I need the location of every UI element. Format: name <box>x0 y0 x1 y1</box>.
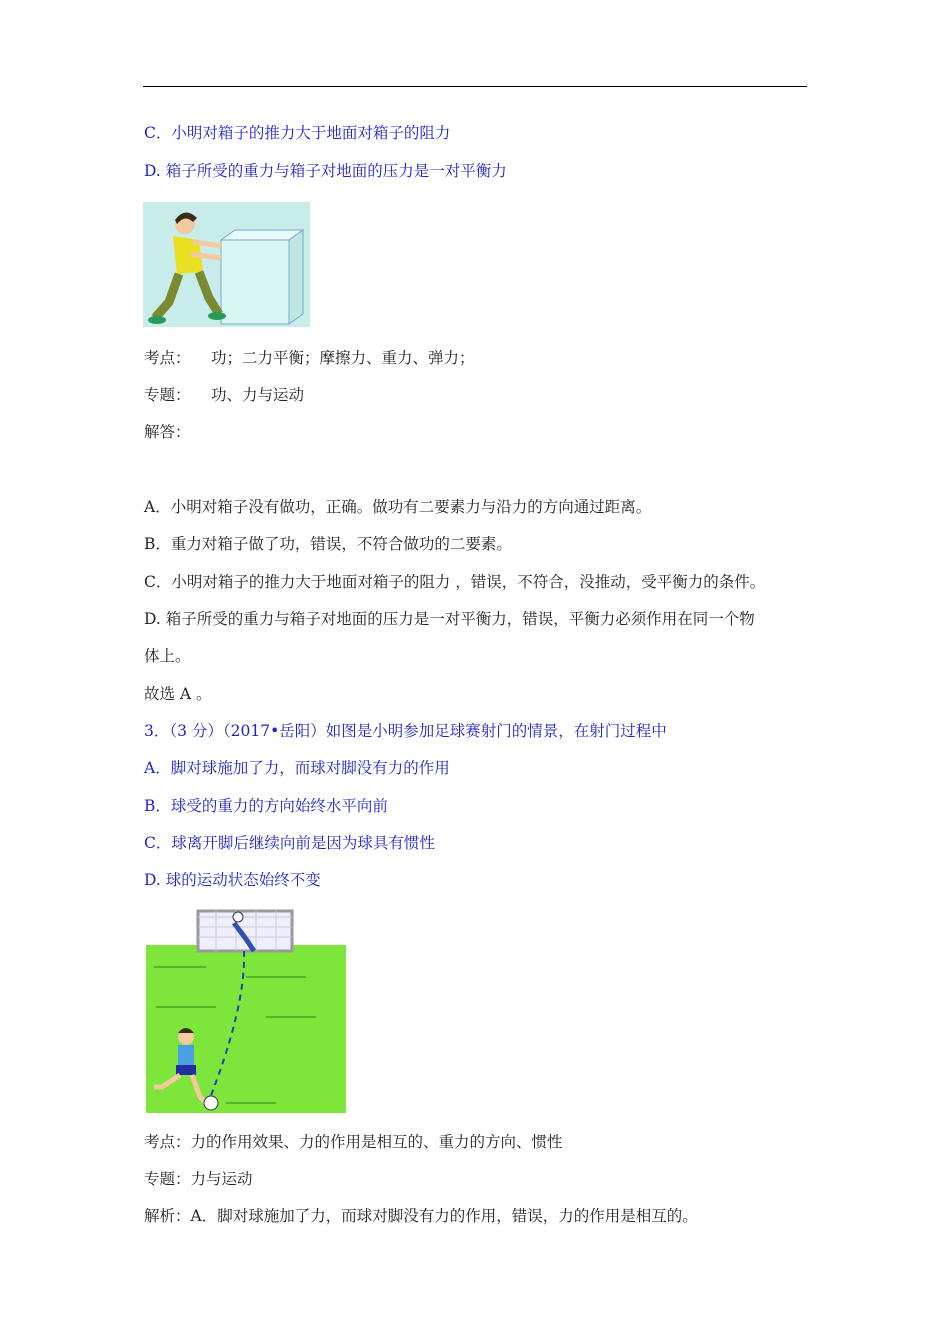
q3-option-d: D. 球的运动状态始终不变 <box>144 871 321 889</box>
q3-option-b: B．球受的重力的方向始终水平向前 <box>144 797 388 815</box>
q2-answer-d-cont: 体上。 <box>144 647 191 665</box>
header-rule <box>143 86 807 87</box>
q2-option-c: C．小明对箱子的推力大于地面对箱子的阻力 <box>144 124 451 142</box>
q2-answer-a: A．小明对箱子没有做功，正确。做功有二要素力与沿力的方向通过距离。 <box>144 498 652 516</box>
kaodian-text: 功；二力平衡；摩擦力、重力、弹力； <box>211 349 475 367</box>
boy-pushing-box-figure <box>143 202 310 327</box>
q2-option-d: D. 箱子所受的重力与箱子对地面的压力是一对平衡力 <box>144 162 507 180</box>
zhuanti-text: 功、力与运动 <box>211 386 305 404</box>
kaodian-label: 考点： <box>144 349 191 367</box>
q2-kaodian <box>144 348 475 368</box>
q2-answer-b: B．重力对箱子做了功，错误，不符合做功的二要素。 <box>144 535 512 553</box>
q2-zhuanti <box>144 385 304 405</box>
q3-option-c: C．球离开脚后继续向前是因为球具有惯性 <box>144 834 435 852</box>
q2-jieda-label: 解答： <box>144 423 191 441</box>
q3-option-a: A．脚对球施加了力，而球对脚没有力的作用 <box>144 759 450 777</box>
q3-jiexi: 解析：A．脚对球施加了力，而球对脚没有力的作用，错误，力的作用是相互的。 <box>144 1207 698 1225</box>
q2-answer-c: C．小明对箱子的推力大于地面对箱子的阻力 ，错误，不符合，没推动，受平衡力的条件。 <box>144 573 766 591</box>
soccer-shot-figure <box>146 907 346 1113</box>
q3-zhuanti: 专题：力与运动 <box>144 1170 253 1188</box>
q2-answer-d: D. 箱子所受的重力与箱子对地面的压力是一对平衡力，错误，平衡力必须作用在同一个物 <box>144 610 755 628</box>
q3-stem: 3．（3 分）（2017•岳阳）如图是小明参加足球赛射门的情景，在射门过程中 <box>144 722 667 740</box>
q2-conclusion: 故选 A 。 <box>144 685 212 703</box>
q3-kaodian: 考点：力的作用效果、力的作用是相互的、重力的方向、惯性 <box>144 1133 563 1151</box>
zhuanti-label: 专题： <box>144 386 191 404</box>
